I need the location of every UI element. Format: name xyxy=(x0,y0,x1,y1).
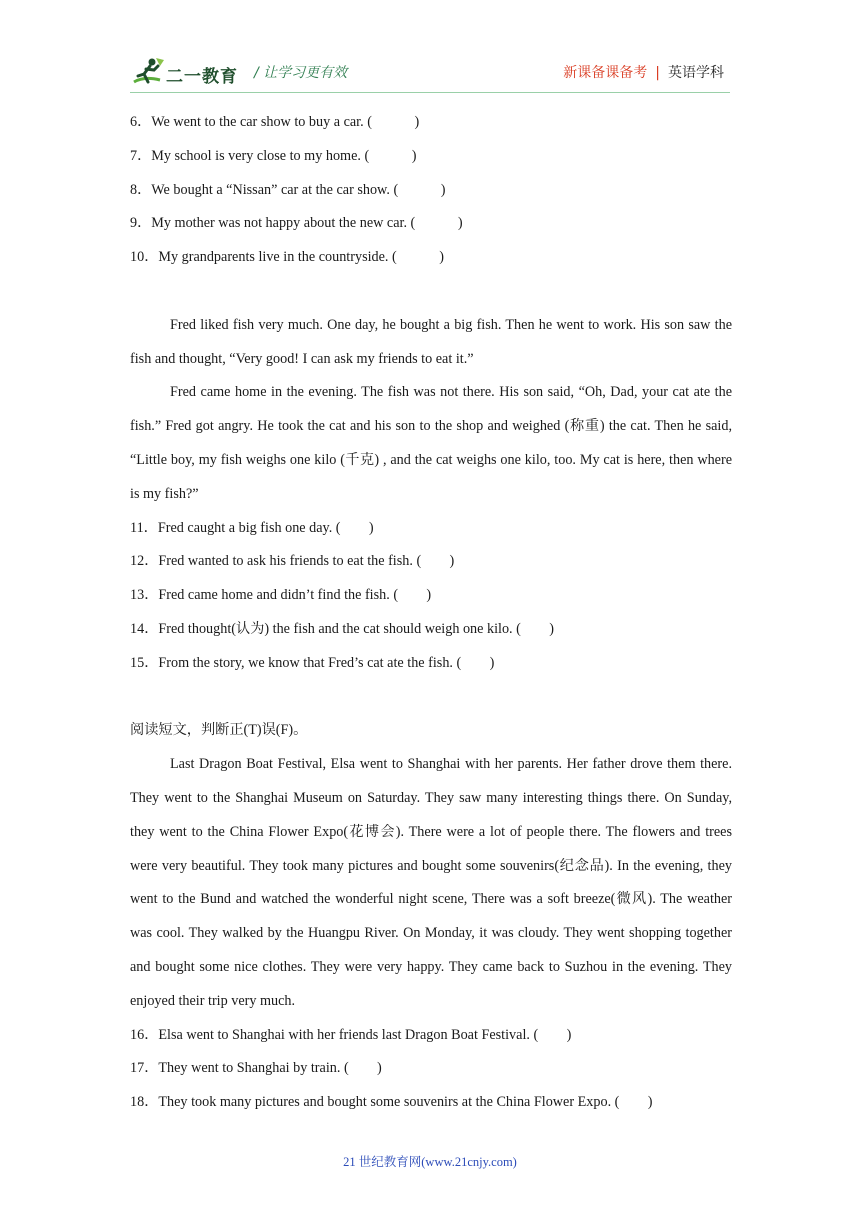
logo xyxy=(130,56,250,90)
runner-logo-icon xyxy=(130,56,166,90)
page-footer: 21 世纪教育网(www.21cnjy.com) xyxy=(343,1155,517,1169)
passage-c: Last Dragon Boat Festival, Elsa went to Shanghai with her parents. Her father drove them there. They went to the Shanghai Museum on Saturday. They saw many interesting things there. On Sunday, they went to the China Flower Expo(花博会). There were a lot of people there. The flowers and trees were very beautiful. They took many pictures and bought some souvenirs(纪念品). In the evening, they went to the Bund and watched the wonderful night scene, There was a soft breeze(微风). The weather was cool. They walked by the Huangpu River. On Monday, it was cloudy. They went shopping together and bought some nice clothes. They were very happy. They came back to Suzhou in the evening. They enjoyed their trip very much. xyxy=(130,756,732,1009)
question-group-a xyxy=(130,106,732,275)
passage-b-paragraph-1: Fred liked fish very much. One day, he bought a big fish. Then he went to work. His son saw the fish and thought, “Very good! I can ask my friends to eat it.” xyxy=(130,316,732,367)
section-instruction: 阅读短文，判断正(T)误(F)。 xyxy=(130,722,308,739)
question-9: 9．My mother was not happy about the new car. ( ) xyxy=(130,215,463,232)
question-15: 15．From the story, we know that Fred’s cat ate the fish. ( ) xyxy=(130,654,495,671)
slogan: / 让学习更有效 xyxy=(254,65,348,81)
question-13: 13．Fred came home and didn’t find the fish. ( ) xyxy=(130,587,432,604)
question-11: 11．Fred caught a big fish one day. ( ) xyxy=(130,519,374,536)
question-14: 14．Fred thought(认为) the fish and the cat should weigh one kilo. ( ) xyxy=(130,620,554,637)
header-divider xyxy=(130,92,730,93)
question-7: 7．My school is very close to my home. ( ) xyxy=(130,147,417,164)
spacer xyxy=(130,681,732,715)
question-10: 10．My grandparents live in the countryside. ( ) xyxy=(130,249,445,266)
question-17: 17．They went to Shanghai by train. ( ) xyxy=(130,1060,382,1077)
question-18: 18．They took many pictures and bought some souvenirs at the China Flower Expo. ( ) xyxy=(130,1094,653,1111)
header-separator: | xyxy=(655,65,660,81)
question-16: 16．Elsa went to Shanghai with her friends last Dragon Boat Festival. ( ) xyxy=(130,1026,572,1043)
question-group-b xyxy=(130,512,732,681)
spacer xyxy=(130,275,732,309)
passage-b-paragraph-2: Fred came home in the evening. The fish was not there. His son said, “Oh, Dad, your cat ate the fish.” Fred got angry. He took the cat and his son to the shop and weighed (称重) the cat. Then he said, “Little boy, my fish weighs one kilo (千克) , and the cat weighs one kilo, too. My cat is here, then where is my fish?” xyxy=(130,384,732,502)
logo-text: 二一教育 xyxy=(166,67,238,87)
question-group-c xyxy=(130,1019,732,1120)
header-right xyxy=(563,62,724,82)
page-header xyxy=(130,56,730,92)
question-8: 8．We bought a “Nissan” car at the car show. ( ) xyxy=(130,181,446,198)
document-body xyxy=(130,106,732,1120)
header-subject-label: 英语学科 xyxy=(668,65,724,81)
question-6: 6．We went to the car show to buy a car. ( ) xyxy=(130,114,420,130)
question-12: 12．Fred wanted to ask his friends to eat the fish. ( ) xyxy=(130,553,455,570)
slogan-text: 让学习更有效 xyxy=(263,65,348,81)
passage-b xyxy=(130,309,732,512)
header-course-label: 新课备课备考 xyxy=(563,65,648,81)
